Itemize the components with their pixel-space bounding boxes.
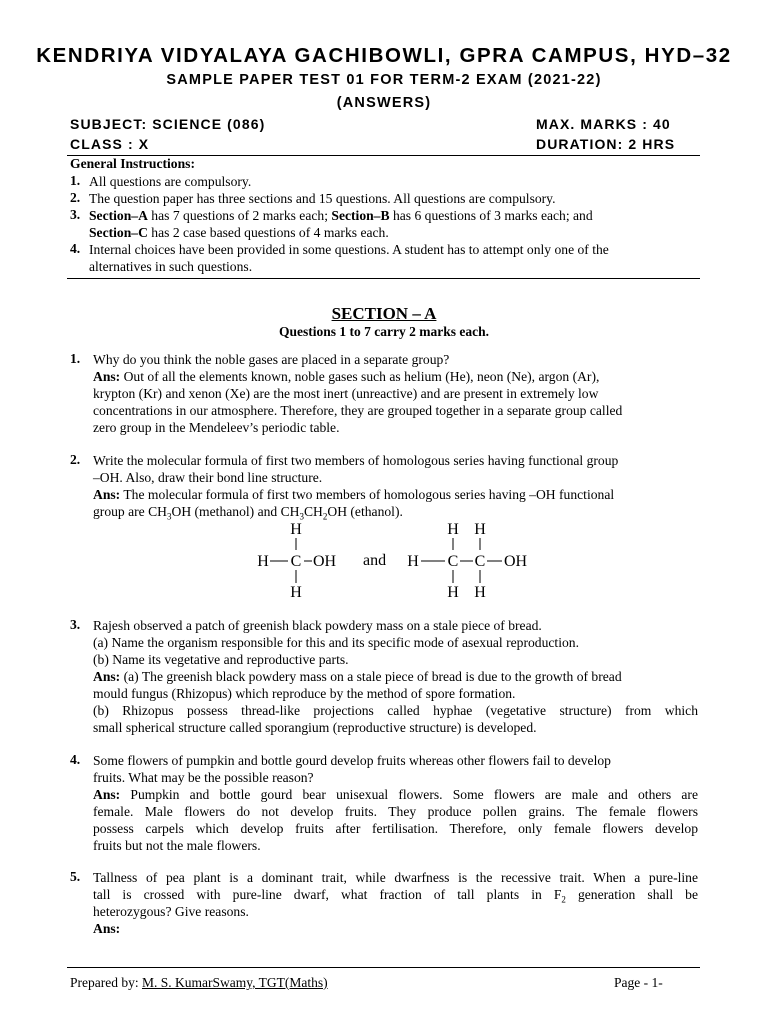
ethanol-carbon-1: C [447, 553, 459, 570]
answer-text: Ans: The molecular formula of first two members of homologous series having –OH functional [93, 487, 615, 502]
instruction-text: Section–A has 7 questions of 2 marks each; Section–B has 6 questions of 3 marks each; and [89, 208, 593, 223]
question-number: 4. [70, 752, 81, 767]
instruction-text: All questions are compulsory. [89, 174, 252, 189]
footer-divider [67, 967, 700, 968]
answers-label: (ANSWERS) [336, 95, 432, 111]
instruction-text: Internal choices have been provided in some questions. A student has to attempt only one of the [89, 242, 609, 257]
ethanol-bottom-h2: H [474, 584, 486, 601]
instruction-number: 4. [70, 241, 81, 256]
question-text: (b) Name its vegetative and reproductive parts. [93, 652, 349, 667]
test-title: SAMPLE PAPER TEST 01 FOR TERM-2 EXAM (2021-22) [166, 72, 602, 88]
ethanol-top-h1: H [447, 521, 459, 538]
answer-text: (b) Rhizopus possess thread-like projections called hyphae (vegetative structure) from which [93, 703, 698, 718]
page-number: Page - 1- [614, 975, 663, 990]
methanol-left-h: H [257, 553, 269, 570]
question-text: –OH. Also, draw their bond line structure. [93, 470, 323, 485]
instruction-number: 1. [70, 173, 81, 188]
answer-text: concentrations in our atmosphere. Therefore, they are grouped together in a separate group called [93, 403, 623, 418]
prepared-by: Prepared by: M. S. KumarSwamy, TGT(Maths) [70, 975, 328, 990]
question-number: 3. [70, 617, 81, 632]
section-subtitle: Questions 1 to 7 carry 2 marks each. [279, 324, 489, 339]
question-number: 5. [70, 869, 81, 884]
school-title: KENDRIYA VIDYALAYA GACHIBOWLI, GPRA CAMPUS, HYD–32 [36, 44, 732, 67]
instruction-text: Section–C has 2 case based questions of 4 marks each. [89, 225, 389, 240]
ethanol-bottom-h1: H [447, 584, 459, 601]
answer-text: small spherical structure called sporangium (reproductive structure) is developed. [93, 720, 537, 735]
ethanol-top-h2: H [474, 521, 486, 538]
ethanol-oh: OH [504, 553, 528, 570]
question-number: 1. [70, 351, 81, 366]
instructions-title: General Instructions: [70, 156, 195, 171]
answer-text: female. Male flowers do not develop fruits. They produce pollen grains. The female flowers [93, 804, 698, 819]
answer-text: fruits but not the male flowers. [93, 838, 261, 853]
answer-text: krypton (Kr) and xenon (Xe) are the most inert (unreactive) and are present in extremely low [93, 386, 599, 401]
class-label: CLASS : X [70, 136, 150, 152]
instruction-number: 3. [70, 207, 81, 222]
methanol-carbon: C [290, 553, 302, 570]
instruction-text: The question paper has three sections and 15 questions. All questions are compulsory. [89, 191, 556, 206]
ethanol-left-h: H [407, 553, 419, 570]
methanol-oh: OH [313, 553, 337, 570]
subject-label: SUBJECT: SCIENCE (086) [70, 116, 266, 132]
question-text: Some flowers of pumpkin and bottle gourd develop fruits whereas other flowers fail to develop [93, 753, 611, 768]
structure-and-label: and [363, 552, 387, 569]
answer-text: Ans: (a) The greenish black powdery mass on a stale piece of bread is due to the growth of bread [93, 669, 622, 684]
bond-line-structure-diagram [248, 519, 548, 603]
answer-text: group are $CH_3OH$ (methanol) and $CH_3CH_2OH$ (ethanol). [93, 504, 403, 522]
question-text: fruits. What may be the possible reason? [93, 770, 314, 785]
question-text: Tallness of pea plant is a dominant trait, while dwarfness is the recessive trait. When a pure-line [93, 870, 698, 885]
instructions-divider [67, 278, 700, 279]
ethanol-carbon-2: C [474, 553, 486, 570]
section-title: SECTION – A [331, 304, 437, 323]
question-text: Rajesh observed a patch of greenish black powdery mass on a stale piece of bread. [93, 618, 542, 633]
instruction-text: alternatives in such questions. [89, 259, 253, 274]
methanol-bottom-h: H [290, 584, 302, 601]
methanol-top-h: H [290, 521, 302, 538]
answer-text: mould fungus (Rhizopus) which reproduce by the method of spore formation. [93, 686, 516, 701]
answer-text: Ans: Out of all the elements known, noble gases such as helium (He), neon (Ne), argon (Ar), [93, 369, 600, 384]
max-marks-label: MAX. MARKS : 40 [536, 116, 671, 132]
author-name: M. S. KumarSwamy, TGT(Maths) [141, 975, 328, 990]
question-text: tall is crossed with pure-line dwarf, what fraction of tall plants in $F_2$ generation shall be [93, 887, 698, 905]
question-text: Write the molecular formula of first two members of homologous series having functional group [93, 453, 619, 468]
instruction-number: 2. [70, 190, 81, 205]
duration-label: DURATION: 2 HRS [536, 136, 676, 152]
answer-text: zero group in the Mendeleev’s periodic table. [93, 420, 340, 435]
question-text: Why do you think the noble gases are placed in a separate group? [93, 352, 450, 367]
answer-label: Ans: [93, 921, 121, 936]
answer-text: possess carpels which develop fruits after fertilisation. Therefore, only female flowers develop [93, 821, 698, 836]
question-number: 2. [70, 452, 81, 467]
answer-text: Ans: Pumpkin and bottle gourd bear unisexual flowers. Some flowers are male and others are [93, 787, 698, 802]
question-text: (a) Name the organism responsible for this and its specific mode of asexual reproduction. [93, 635, 579, 650]
question-text: heterozygous? Give reasons. [93, 904, 249, 919]
